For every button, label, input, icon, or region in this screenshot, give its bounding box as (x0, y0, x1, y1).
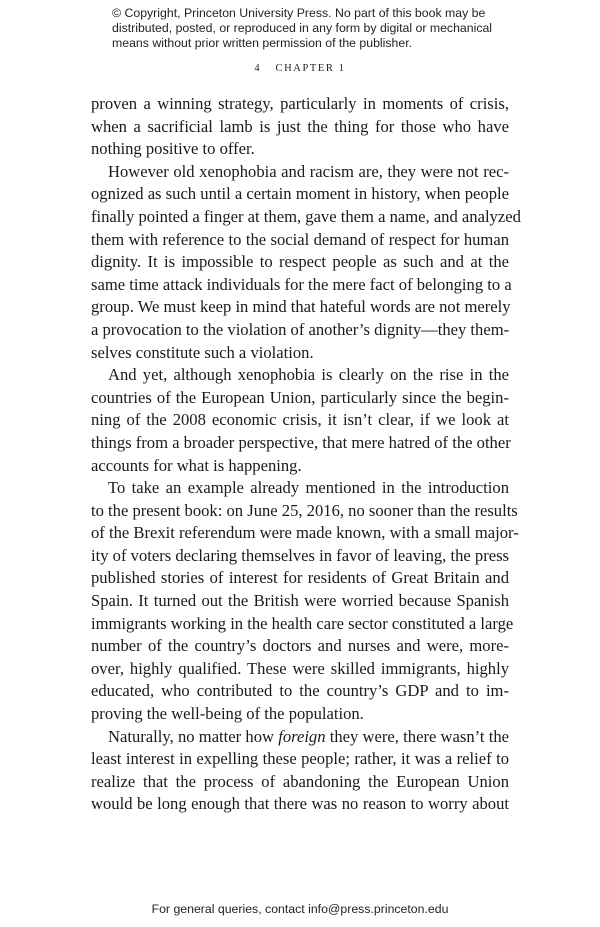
paragraph (91, 93, 509, 161)
text-line: over, highly qualified. These were skilled immigrants, highly (91, 658, 509, 678)
paragraph (91, 477, 519, 726)
text-line: immigrants working in the health care sector constituted a large (91, 613, 514, 633)
text-line: And yet, although xenophobia is clearly on the rise in the (108, 365, 509, 385)
text-line: a provocation to the violation of another’s dignity—they them- (91, 319, 510, 339)
copyright-line: distributed, posted, or reproduced in any form by digital or mechanical (112, 21, 493, 35)
text-line: realize that the process of abandoning the European Union (91, 771, 509, 791)
text-line: published stories of interest for residents of Great Britain and (91, 568, 509, 588)
text-line: proving the well-being of the population. (91, 704, 364, 724)
chapter-label: CHAPTER 1 (275, 63, 346, 74)
text-line: things from a broader perspective, that mere hatred of the other (91, 432, 511, 452)
text-line: selves constitute such a violation. (91, 342, 314, 362)
text-line: Naturally, no matter how foreign they were, there wasn’t the (108, 726, 509, 746)
text-line: least interest in expelling these people; rather, it was a relief to (91, 749, 509, 769)
text-line: dignity. It is impossible to respect people as such and at the (91, 252, 509, 272)
text-line: Spain. It turned out the British were worried because Spanish (91, 591, 509, 611)
text-line: to the present book: on June 25, 2016, no sooner than the results (91, 500, 518, 520)
text-line: finally pointed a finger at them, gave them a name, and analyzed (91, 206, 521, 226)
paragraph (91, 364, 509, 477)
text-line: To take an example already mentioned in the introduction (108, 478, 509, 498)
text-line: However old xenophobia and racism are, they were not rec- (108, 161, 509, 181)
text-line: same time attack individuals for the mere fact of belonging to a (91, 274, 512, 294)
text-line: ity of voters declaring themselves in favor of leaving, the press (91, 545, 509, 565)
copyright-line: means without prior written permission of the publisher. (112, 36, 413, 50)
copyright-notice (112, 6, 532, 51)
text-line: ognized as such until a certain moment in history, when people (91, 184, 509, 204)
text-line: proven a winning strategy, particularly in moments of crisis, (91, 94, 509, 113)
page-number: 4 (254, 63, 262, 74)
copyright-line: © Copyright, Princeton University Press. No part of this book may be (112, 6, 486, 20)
text-line: group. We must keep in mind that hateful words are not merely (91, 297, 511, 317)
text-line: of the Brexit referendum were made known, with a small major- (91, 523, 519, 543)
body-text (91, 93, 521, 816)
running-head (0, 63, 600, 74)
text-line: when a sacrificial lamb is just the thing for those who have (91, 116, 509, 136)
contact-text: For general queries, contact info@press.princeton.edu (151, 902, 449, 916)
text-line: would be long enough that there was no reason to worry about (91, 794, 509, 814)
footer (0, 902, 600, 916)
text-line: accounts for what is happening. (91, 455, 302, 475)
text-line: them with reference to the social demand of respect for human (91, 229, 509, 249)
text-line: number of the country’s doctors and nurses and were, more- (91, 636, 509, 656)
paragraph (91, 726, 509, 816)
text-line: countries of the European Union, particularly since the begin- (91, 387, 509, 407)
text-line: ning of the 2008 economic crisis, it isn’t clear, if we look at (91, 410, 509, 430)
paragraph (91, 161, 521, 364)
text-line: educated, who contributed to the country’s GDP and to im- (91, 681, 509, 701)
text-line: nothing positive to offer. (91, 139, 255, 159)
